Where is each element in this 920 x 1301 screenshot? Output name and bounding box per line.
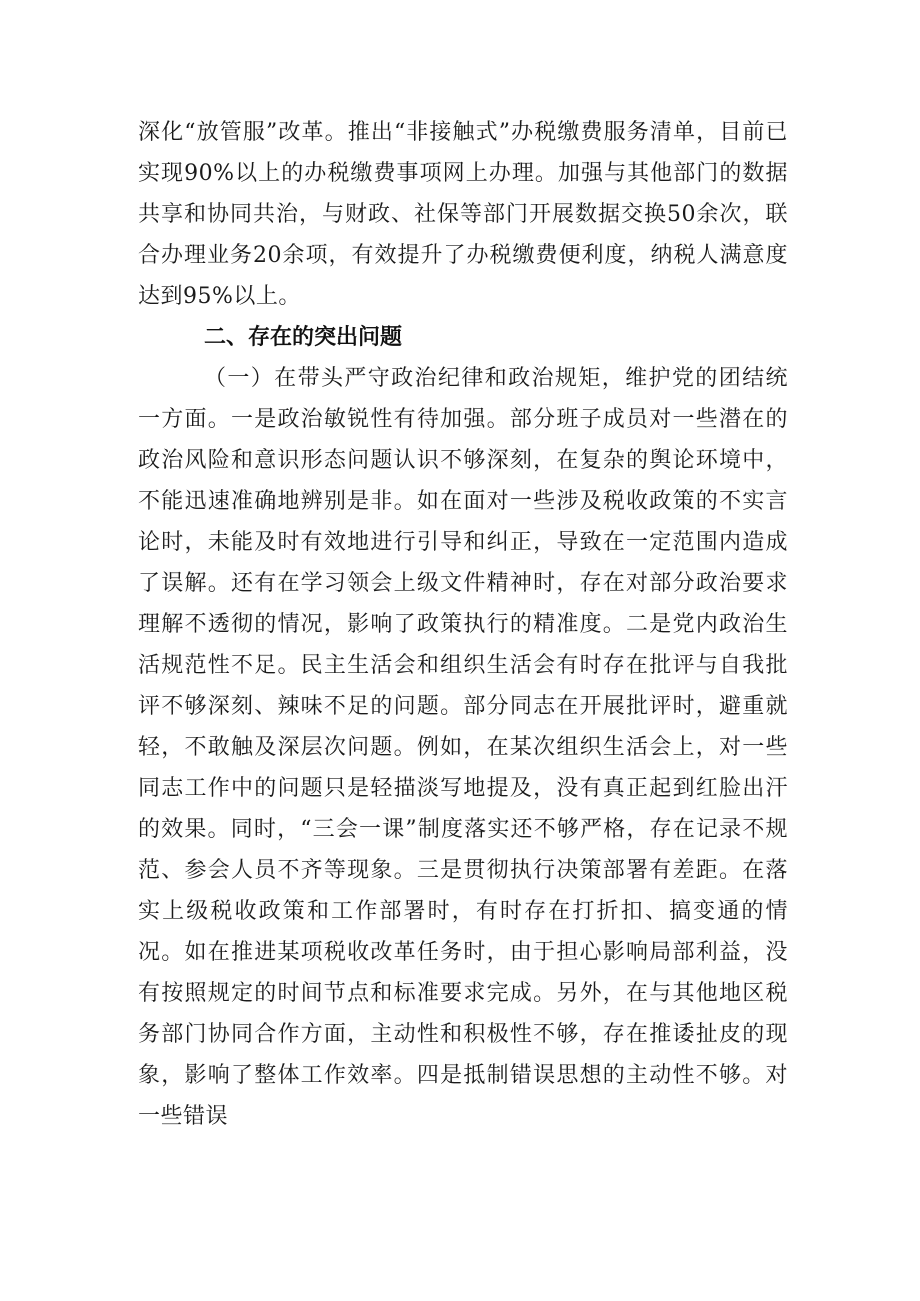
document-body [138, 112, 788, 1137]
paragraph-reform-results: 深化“放管服”改革。推出“非接触式”办税缴费服务清单，目前已实现90%以上的办税缴费事项网上办理。加强与其他部门的数据共享和协同共治，与财政、社保等部门开展数据交换50余次，联合办理业务20余项，有效提升了办税缴费便利度，纳税人满意度达到95%以上。 [138, 120, 788, 309]
paragraph-problems: （一）在带头严守政治纪律和政治规矩，维护党的团结统一方面。一是政治敏锐性有待加强。部分班子成员对一些潜在的政治风险和意识形态问题认识不够深刻，在复杂的舆论环境中，不能迅速准确地辨别是非。如在面对一些涉及税收政策的不实言论时，未能及时有效地进行引导和纠正，导致在一定范围内造成了误解。还有在学习领会上级文件精神时，存在对部分政治要求理解不透彻的情况，影响了政策执行的精准度。二是党内政治生活规范性不足。民主生活会和组织生活会有时存在批评与自我批评不够深刻、辣味不足的问题。部分同志在开展批评时，避重就轻，不敢触及深层次问题。例如，在某次组织生活会上，对一些同志工作中的问题只是轻描淡写地提及，没有真正起到红脸出汗的效果。同时，“三会一课”制度落实还不够严格，存在记录不规范、参会人员不齐等现象。三是贯彻执行决策部署有差距。在落实上级税收政策和工作部署时，有时存在打折扣、搞变通的情况。如在推进某项税收改革任务时，由于担心影响局部利益，没有按照规定的时间节点和标准要求完成。另外，在与其他地区税务部门协同合作方面，主动性和积极性不够，存在推诿扯皮的现象，影响了整体工作效率。四是抵制错误思想的主动性不够。对一些错误 [138, 366, 788, 1129]
section-heading: 二、存在的突出问题 [204, 325, 403, 350]
